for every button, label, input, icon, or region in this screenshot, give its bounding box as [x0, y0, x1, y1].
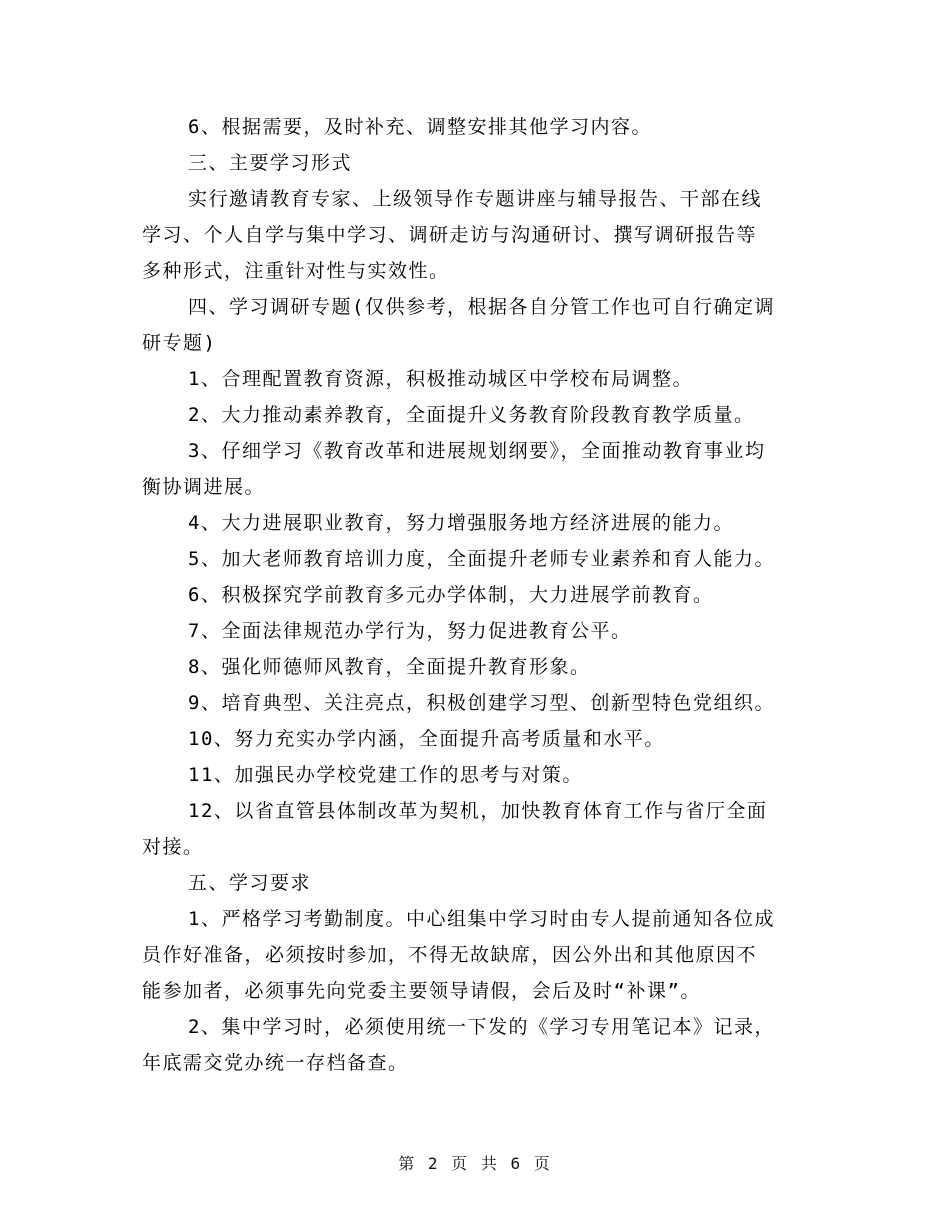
list-item: 1、合理配置教育资源，积极推动城区中学校布局调整。	[188, 368, 693, 390]
text-line: 研专题)	[142, 332, 217, 354]
section-heading: 四、学习调研专题(仅供参考，根据各自分管工作也可自行确定调	[188, 296, 775, 318]
list-item: 7、全面法律规范办学行为，努力促进教育公平。	[188, 620, 632, 642]
list-item: 2、集中学习时，必须使用统一下发的《学习专用笔记本》记录，	[188, 1016, 775, 1038]
text-line: 实行邀请教育专家、上级领导作专题讲座与辅导报告、干部在线	[188, 188, 763, 210]
list-item: 5、加大老师教育培训力度，全面提升老师专业素养和育人能力。	[188, 548, 775, 570]
text-line: 衡协调进展。	[142, 476, 266, 498]
text-line: 学习、个人自学与集中学习、调研走访与沟通研讨、撰写调研报告等	[142, 224, 758, 246]
list-item: 6、积极探究学前教育多元办学体制，大力进展学前教育。	[188, 584, 714, 606]
section-heading: 五、学习要求	[188, 872, 312, 894]
list-item: 8、强化师德师风教育，全面提升教育形象。	[188, 656, 591, 678]
list-item: 1、严格学习考勤制度。中心组集中学习时由专人提前通知各位成	[188, 908, 775, 930]
document-body	[142, 109, 810, 1081]
list-item: 10、努力充实办学内涵，全面提升高考质量和水平。	[188, 728, 665, 750]
text-line: 6、根据需要，及时补充、调整安排其他学习内容。	[188, 116, 652, 138]
list-item: 12、以省直管县体制改革为契机，加快教育体育工作与省厅全面	[188, 800, 768, 822]
text-line: 能参加者，必须事先向党委主要领导请假，会后及时“补课”。	[142, 980, 701, 1002]
text-line: 对接。	[142, 836, 204, 858]
page-number: 第 2 页 共 6 页	[398, 1154, 552, 1173]
list-item: 2、大力推动素养教育，全面提升义务教育阶段教育教学质量。	[188, 404, 755, 426]
list-item: 3、仔细学习《教育改革和进展规划纲要》，全面推动教育事业均	[188, 440, 766, 462]
list-item: 4、大力进展职业教育，努力增强服务地方经济进展的能力。	[188, 512, 734, 534]
section-heading: 三、主要学习形式	[188, 152, 353, 174]
list-item: 11、加强民办学校党建工作的思考与对策。	[188, 764, 583, 786]
list-item: 9、培育典型、关注亮点，积极创建学习型、创新型特色党组织。	[188, 692, 775, 714]
text-line: 员作好准备，必须按时参加，不得无故缺席，因公外出和其他原因不	[142, 944, 758, 966]
text-line: 年底需交党办统一存档备查。	[142, 1052, 409, 1074]
text-line: 多种形式，注重针对性与实效性。	[142, 260, 450, 282]
